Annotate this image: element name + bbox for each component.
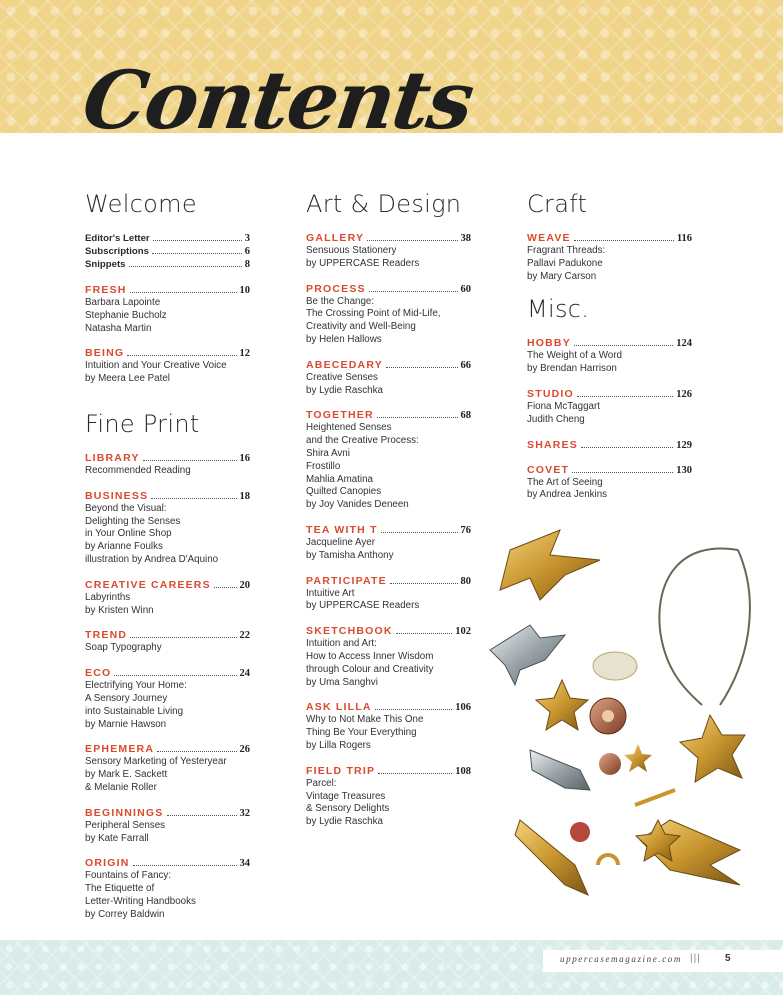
section-name: GALLERY [306,232,365,244]
toc-entry-studio[interactable] [527,388,692,427]
butterfly-charm [593,652,637,680]
flower-center [602,710,614,722]
toc-item-snippets[interactable] [85,258,250,271]
entry-description-line: by Joy Vanides Deneen [306,499,409,511]
toc-entry-head [85,490,250,503]
toc-entry-head [527,464,692,477]
section-name: HOBBY [527,337,571,350]
toc-entry-origin[interactable] [85,857,250,921]
toc-entry-gallery[interactable] [306,232,471,271]
dot-leader [129,266,242,267]
entry-description-line: Peripheral Senses [85,819,166,831]
welcome-small-list [85,232,250,271]
craft-entries [527,232,692,283]
entry-description-line: by Arianne Foulks [85,541,163,553]
toc-entry-head [306,524,471,537]
toc-entry-head [85,284,250,297]
dot-leader [378,773,452,774]
section-name: FRESH [85,284,127,296]
toc-entry-hobby[interactable] [527,337,692,376]
toc-page-number: 124 [676,338,692,350]
heading-misc: Misc. [527,295,590,324]
toc-label: Editor's Letter [85,233,150,244]
section-name: BUSINESS [85,489,149,502]
toc-label: Snippets [85,259,126,270]
section-name: TOGETHER [306,409,374,422]
toc-page-number: 3 [244,233,250,244]
dot-leader [153,240,242,241]
entry-description-line: Heightened Senses [306,422,392,434]
toc-page-number: 108 [455,765,471,777]
sparrow-gold-charm [500,530,600,600]
toc-entry-head [306,283,471,296]
entry-description-line: The Crossing Point of Mid-Life, [306,308,441,320]
toc-page-number: 32 [239,807,250,819]
dot-leader [577,396,673,397]
dot-leader [157,751,236,752]
entry-description-line: Natasha Martin [85,322,152,334]
entry-description-line: & Melanie Roller [85,781,157,793]
toc-entry-covet[interactable] [527,464,692,503]
section-name: COVET [527,463,570,476]
entry-description-line: Fountains of Fancy: [85,870,172,882]
toc-page-number: 130 [676,464,692,476]
section-name: TEA WITH T [306,523,378,536]
section-name: ECO [85,667,112,680]
dot-leader [114,675,236,676]
dot-leader [143,460,237,461]
heading-welcome: Welcome [85,190,197,218]
toc-page-number: 102 [455,626,471,638]
toc-entry-shares[interactable] [527,439,692,452]
entry-description-line: by Lilla Rogers [306,739,371,751]
entry-description-line: Thing Be Your Everything [306,727,417,739]
toc-page-number: 8 [244,259,250,270]
entry-description-line: by Meera Lee Patel [85,373,170,385]
toc-entry-head [527,337,692,350]
entry-description-line: by Marnie Hawson [85,718,167,730]
toc-entry-field-trip[interactable] [306,765,471,829]
entry-description-line: Beyond the Visual: [85,502,167,514]
toc-entry-ephemera[interactable] [85,743,250,794]
dot-leader [167,815,237,816]
toc-item-subscriptions[interactable] [85,245,250,258]
footer-page-number: 5 [725,953,731,964]
entry-description-line: by Kristen Winn [85,604,154,616]
entry-description-line: Soap Typography [85,642,162,654]
entry-description-line: in Your Online Shop [85,528,172,540]
section-name: CREATIVE CAREERS [85,578,211,591]
column-middle [306,190,471,841]
toc-entry-process[interactable] [306,283,471,347]
entry-description-line: by Lydie Raschka [306,816,383,828]
brass-charms-illustration [470,520,770,900]
dot-leader [152,253,242,254]
entry-description-line: Creativity and Well-Being [306,321,416,333]
toc-entry-head [306,409,471,422]
entry-description-line: Pallavi Padukone [527,257,603,269]
dot-leader [390,583,458,584]
red-flower-charm [570,822,590,842]
entry-description-line: Sensory Marketing of Yesteryear [85,756,227,768]
entry-description-line: and the Creative Process: [306,435,419,447]
entry-description-line: Quilted Canopies [306,486,382,498]
toc-entry-head [306,575,471,588]
toc-page-number: 16 [239,452,250,464]
entry-description-line: Fiona McTaggart [527,400,600,412]
section-name: FIELD TRIP [306,764,376,777]
toc-entry-creative-careers[interactable] [85,579,250,618]
toc-entry-tea-with-t[interactable] [306,524,471,563]
toc-entry-weave[interactable] [527,232,692,283]
toc-entry-head [527,388,692,401]
toc-entry-head [85,667,250,680]
entry-description-line: & Sensory Delights [306,803,390,815]
toc-entry-abecedary[interactable] [306,359,471,398]
entry-description-line: through Colour and Creativity [306,663,434,675]
entry-description-line: Parcel: [306,777,337,789]
entry-description-line: Frostillo [306,460,341,472]
entry-description-line: Sensuous Stationery [306,245,397,256]
toc-page-number: 38 [460,233,471,244]
entry-description-line: by Tamisha Anthony [306,549,394,561]
toc-entry-head [85,579,250,592]
dot-leader [369,291,458,292]
toc-entry-head [306,359,471,372]
dot-leader [386,367,458,368]
section-name: SHARES [527,438,578,451]
entry-description-line: illustration by Andrea D'Aquino [85,553,219,565]
heading-fine-print: Fine Print [85,409,200,438]
entry-description-line: Jacqueline Ayer [306,536,375,548]
misc-entries [527,337,692,502]
dot-leader [367,240,457,241]
entry-description-line: by Helen Hallows [306,333,382,345]
toc-entry-head [306,232,471,245]
toc-page-number: 10 [239,285,250,296]
toc-page-number: 26 [239,744,250,756]
toc-entry-head [306,765,471,778]
toc-entry-trend[interactable] [85,629,250,655]
entry-description-line: by Mark E. Sackett [85,769,168,781]
entry-description-line: Labyrinths [85,591,131,603]
art-design-entries [306,232,471,829]
entry-description-line: by Lydie Raschka [306,384,383,396]
welcome-entries [85,284,250,386]
toc-entry-participate[interactable] [306,575,471,614]
footer-separator: ||| [690,953,701,964]
shooting-star-silver [530,750,590,790]
entry-description-line: by Uma Sanghvi [306,676,378,688]
toc-page-number: 80 [460,575,471,587]
dot-leader [574,240,674,241]
entry-description-line: Recommended Reading [85,464,191,476]
dot-leader [396,633,453,634]
entry-description-line: How to Access Inner Wisdom [306,650,434,662]
entry-description-line: The Weight of a Word [527,350,622,362]
small-flower-charm [599,753,621,775]
toc-entry-head [85,857,250,870]
toc-page-number: 6 [244,246,250,257]
dot-leader [214,587,237,588]
toc-page-number: 116 [676,233,692,244]
small-star-charm [624,744,652,772]
toc-page-number: 60 [460,283,471,295]
entry-description-line: Shira Avni [306,447,350,459]
section-name: STUDIO [527,387,574,400]
section-name: PROCESS [306,282,366,295]
column-left [85,190,250,934]
entry-description-line: Intuition and Your Creative Voice [85,360,227,372]
horseshoe-charm [598,855,618,865]
toc-entry-head [527,439,692,452]
toc-entry-eco[interactable] [85,667,250,731]
section-name: EPHEMERA [85,743,155,756]
footer-url: uppercasemagazine.com [560,954,682,964]
heading-art-design: Art & Design [306,190,462,218]
toc-entry-library[interactable] [85,452,250,478]
dot-leader [133,865,237,866]
entry-description-line: Be the Change: [306,295,375,307]
toc-page-number: 22 [239,630,250,642]
entry-description-line: Delighting the Senses [85,515,181,527]
dot-leader [574,345,673,346]
entry-description-line: A Sensory Journey [85,692,168,704]
toc-entry-head [306,701,471,714]
pendant-sunburst [680,715,745,782]
toc-entry-head [85,347,250,360]
column-right [527,190,692,514]
entry-description-line: into Sustainable Living [85,705,184,717]
section-name: BEGINNINGS [85,806,164,819]
toc-page-number: 68 [460,410,471,422]
toc-entry-head [85,743,250,756]
dot-leader [130,292,237,293]
toc-label: Subscriptions [85,246,149,257]
dot-leader [572,472,673,473]
toc-entry-ask-lilla[interactable] [306,701,471,752]
entry-description-line: Judith Cheng [527,413,585,425]
section-name: WEAVE [527,232,571,244]
entry-description-line: The Art of Seeing [527,476,603,488]
dot-leader [375,709,453,710]
entry-description-line: by Correy Baldwin [85,908,165,920]
entry-description-line: Intuition and Art: [306,638,377,650]
arrow-charm [635,790,675,805]
dot-leader [127,355,236,356]
entry-description-line: Creative Senses [306,371,378,383]
section-name: BEING [85,347,125,360]
sparrow-silver-charm [490,625,565,685]
entry-description-line: Fragrant Threads: [527,245,606,256]
section-name: ASK LILLA [306,701,372,714]
toc-page-number: 129 [676,439,692,451]
toc-page-number: 106 [455,702,471,714]
toc-page-number: 24 [239,668,250,680]
toc-page-number: 66 [460,359,471,371]
entry-description-line: Mahlia Amatina [306,473,373,485]
toc-item-editors-letter[interactable] [85,232,250,245]
heading-craft: Craft [527,190,588,218]
dot-leader [130,637,236,638]
entry-description-line: by Andrea Jenkins [527,489,608,501]
entry-description-line: Electrifying Your Home: [85,680,187,692]
entry-description-line: Why to Not Make This One [306,714,424,726]
toc-entry-head [306,625,471,638]
toc-entry-head [527,232,692,245]
entry-description-line: by UPPERCASE Readers [306,257,420,269]
necklace-cord [659,548,750,705]
entry-description-line: by Brendan Harrison [527,363,617,375]
toc-entry-head [85,807,250,820]
toc-page-number: 76 [460,524,471,536]
entry-description-line: Intuitive Art [306,587,355,599]
page-title: Contents [77,53,478,147]
section-name: SKETCHBOOK [306,625,393,638]
toc-page-number: 126 [676,388,692,400]
entry-description-line: by Mary Carson [527,270,597,282]
entry-description-line: Letter-Writing Handbooks [85,895,196,907]
toc-entry-beginnings[interactable] [85,807,250,846]
entry-description-line: by UPPERCASE Readers [306,600,420,612]
toc-entry-sketchbook[interactable] [306,625,471,689]
entry-description-line: Vintage Treasures [306,790,386,802]
toc-entry-fresh[interactable] [85,284,250,335]
toc-page-number: 20 [239,579,250,591]
fine-print-entries [85,452,250,922]
toc-entry-head [85,629,250,642]
toc-entry-being[interactable] [85,347,250,386]
entry-description-line: by Kate Farrall [85,832,149,844]
section-name: TREND [85,629,128,642]
section-name: ABECEDARY [306,358,383,371]
toc-entry-together[interactable] [306,409,471,512]
section-name: PARTICIPATE [306,574,387,587]
dot-leader [581,447,673,448]
dot-leader [151,498,236,499]
toc-entry-head [85,452,250,465]
entry-description-line: Barbara Lapointe [85,297,161,308]
dot-leader [377,417,458,418]
section-name: ORIGIN [85,857,130,870]
entry-description-line: The Etiquette of [85,883,155,895]
toc-entry-business[interactable] [85,490,250,567]
toc-page-number: 18 [239,490,250,502]
toc-page-number: 34 [239,858,250,870]
section-name: LIBRARY [85,451,140,464]
entry-description-line: Stephanie Bucholz [85,309,167,321]
toc-page-number: 12 [239,348,250,360]
star-charm [536,680,588,730]
dot-leader [381,532,458,533]
